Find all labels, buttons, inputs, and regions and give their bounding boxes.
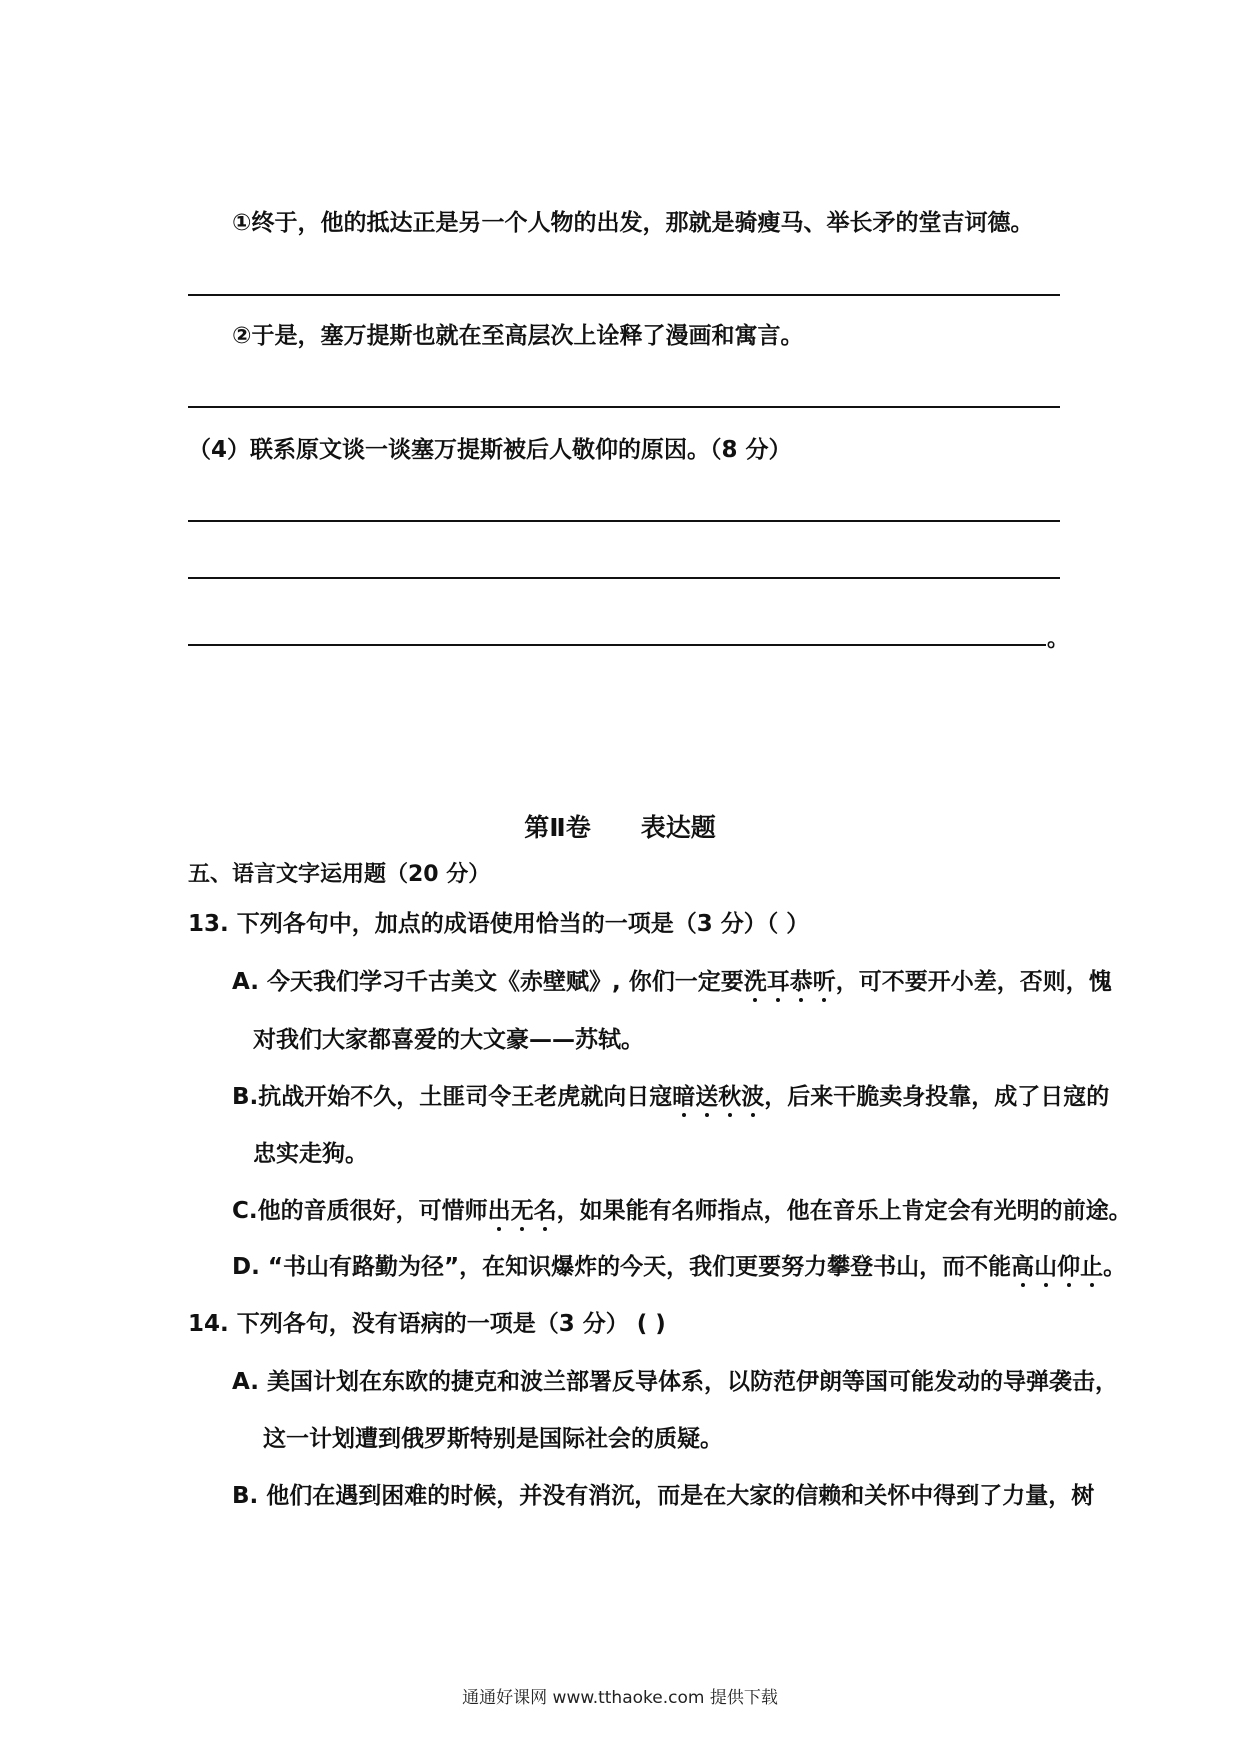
section-part: 第Ⅱ卷 [524, 813, 591, 842]
emphasis-char: 无 [510, 1198, 534, 1224]
emphasis-char: 秋 [718, 1084, 742, 1110]
q13-a-text: ，可不要开小差，否则，愧 [835, 969, 1112, 995]
emphasis-char: 洗 [743, 969, 767, 995]
emphasis-char: 止 [1080, 1254, 1104, 1280]
answer-line [188, 406, 1060, 408]
emphasis-char: 高 [1011, 1254, 1035, 1280]
q13-stem: 13. 下列各句中，加点的成语使用恰当的一项是（3 分）（ ） [188, 911, 810, 937]
emphasis-char: 耳 [766, 969, 790, 995]
page-footer: 通通好课网 www.tthaoke.com 提供下载 [462, 1688, 778, 1708]
answer-end-mark: 。 [1047, 627, 1070, 652]
q13-d-text: 。 [1103, 1254, 1127, 1280]
q13-c-text: C.他的音质很好，可惜师 [232, 1198, 488, 1224]
answer-line [188, 520, 1060, 522]
q4-prompt: （4）联系原文谈一谈塞万提斯被后人敬仰的原因。（8 分） [188, 437, 792, 463]
q14-option-a: A. 美国计划在东欧的捷克和波兰部署反导体系，以防范伊朗等国可能发动的导弹袭击， [232, 1369, 1118, 1395]
section-name: 表达题 [640, 813, 716, 842]
emphasis-char: 听 [812, 969, 836, 995]
q3-item-2: ②于是，塞万提斯也就在至高层次上诠释了漫画和寓言。 [232, 323, 804, 349]
q13-c-text: ，如果能有名师指点，他在音乐上肯定会有光明的前途。 [556, 1198, 1132, 1224]
emphasis-char: 送 [695, 1084, 719, 1110]
emphasis-char: 出 [487, 1198, 511, 1224]
q14-option-a-cont: 这一计划遭到俄罗斯特别是国际社会的质疑。 [263, 1426, 723, 1452]
q13-d-text: D. “书山有路勤为径”，在知识爆炸的今天，我们更要努力攀登书山，而不能 [232, 1254, 1012, 1280]
q13-option-c [232, 1200, 1132, 1223]
q14-option-b: B. 他们在遇到困难的时候，并没有消沉，而是在大家的信赖和关怀中得到了力量，树 [232, 1483, 1095, 1509]
answer-line [188, 577, 1060, 579]
q13-a-text: A. 今天我们学习千古美文《赤壁赋》, 你们一定要 [232, 969, 744, 995]
q13-b-text: ，后来干脆卖身投靠，成了日寇的 [764, 1084, 1110, 1110]
emphasis-char: 名 [533, 1198, 557, 1224]
emphasis-char: 波 [741, 1084, 765, 1110]
emphasis-char: 恭 [789, 969, 813, 995]
q14-stem: 14. 下列各句，没有语病的一项是（3 分） ( ) [188, 1311, 666, 1337]
q13-option-a-cont: 对我们大家都喜爱的大文豪——苏轼。 [253, 1027, 644, 1053]
q13-b-text: B.抗战开始不久，土匪司令王老虎就向日寇 [232, 1084, 673, 1110]
q13-option-b [232, 1086, 1109, 1109]
q13-option-a [232, 971, 1112, 994]
section-title [0, 808, 1240, 844]
answer-line [188, 294, 1060, 296]
q13-option-b-cont: 忠实走狗。 [253, 1141, 368, 1167]
answer-line [188, 644, 1046, 646]
q13-option-d [232, 1256, 1126, 1279]
emphasis-char: 仰 [1057, 1254, 1081, 1280]
q3-item-1: ①终于，他的抵达正是另一个人物的出发，那就是骑瘦马、举长矛的堂吉诃德。 [232, 210, 1034, 236]
emphasis-char: 暗 [672, 1084, 696, 1110]
emphasis-char: 山 [1034, 1254, 1058, 1280]
part5-heading: 五、语言文字运用题（20 分） [188, 862, 491, 887]
